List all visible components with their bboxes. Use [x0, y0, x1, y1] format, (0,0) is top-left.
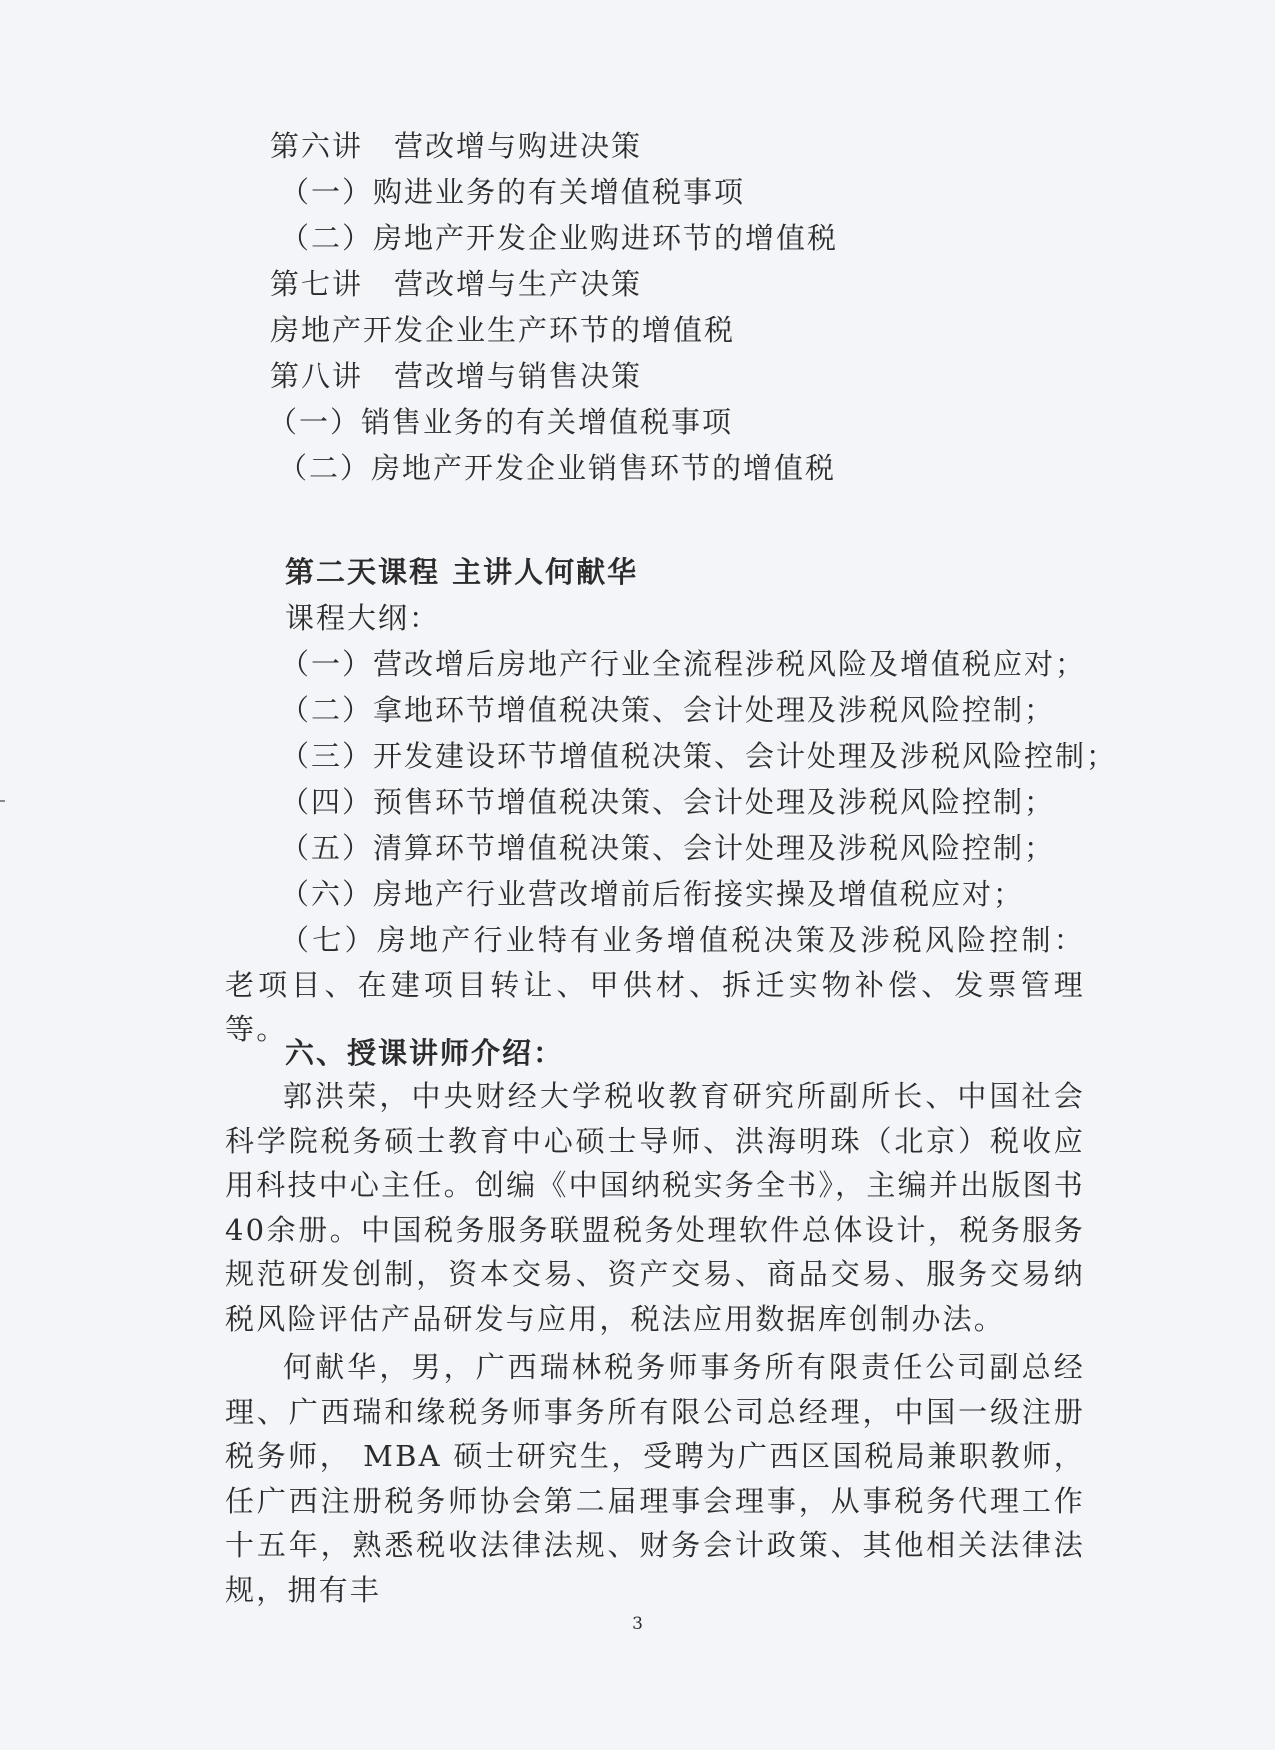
- instructor-bio-he: 何献华，男，广西瑞林税务师事务所有限责任公司副总经理、广西瑞和缘税务师事务所有限公司总经理，中国一级注册税务师， MBA 硕士研究生，受聘为广西区国税局兼职教师，任广西注册税务师协会第二届理事会理事，从事税务代理工作十五年，熟悉税收法律法规、财务会计政策、其他相关法律法规，拥有丰: [225, 1350, 1085, 1607]
- lecture8-item-1: （一）销售业务的有关增值税事项: [268, 405, 734, 439]
- day2-outline-label: 课程大纲：: [285, 601, 441, 635]
- page-number: 3: [632, 1614, 643, 1634]
- day2-item-1: （一）营改增后房地产行业全流程涉税风险及增值税应对；: [280, 647, 1087, 681]
- lecture6-item-2: （二）房地产开发企业购进环节的增值税: [280, 221, 839, 255]
- day2-item-3: （三）开发建设环节增值税决策、会计处理及涉税风险控制；: [280, 739, 1118, 773]
- lecture8-heading: 第八讲 营改增与销售决策: [270, 359, 643, 393]
- scan-margin-mark: [0, 800, 5, 802]
- day2-item-6: （六）房地产行业营改增前后衔接实操及增值税应对；: [280, 877, 1025, 911]
- lecture8-item-2: （二）房地产开发企业销售环节的增值税: [278, 451, 837, 485]
- lecture6-heading: 第六讲 营改增与购进决策: [270, 129, 643, 163]
- day2-heading: 第二天课程 主讲人何献华: [285, 555, 639, 589]
- instructor-bio-guo: 郭洪荣，中央财经大学税收教育研究所副所长、中国社会科学院税务硕士教育中心硕士导师、洪海明珠（北京）税收应用科技中心主任。创编《中国纳税实务全书》，主编并出版图书40余册。中国税务服务联盟税务处理软件总体设计，税务服务规范研发创制，资本交易、资产交易、商品交易、服务交易纳税风险评估产品研发与应用，税法应用数据库创制办法。: [225, 1079, 1085, 1336]
- day2-item-2: （二）拿地环节增值税决策、会计处理及涉税风险控制；: [280, 693, 1056, 727]
- section6-heading: 六、授课讲师介绍：: [285, 1036, 565, 1070]
- lecture7-item-1: 房地产开发企业生产环节的增值税: [270, 313, 736, 347]
- day2-item-7: （七）房地产行业特有业务增值税决策及涉税风险控制：老项目、在建项目转让、甲供材、拆迁实物补偿、发票管理等。: [225, 923, 1085, 1046]
- lecture7-heading: 第七讲 营改增与生产决策: [270, 267, 643, 301]
- lecture6-item-1: （一）购进业务的有关增值税事项: [280, 175, 746, 209]
- day2-item-5: （五）清算环节增值税决策、会计处理及涉税风险控制；: [280, 831, 1056, 865]
- day2-item-4: （四）预售环节增值税决策、会计处理及涉税风险控制；: [280, 785, 1056, 819]
